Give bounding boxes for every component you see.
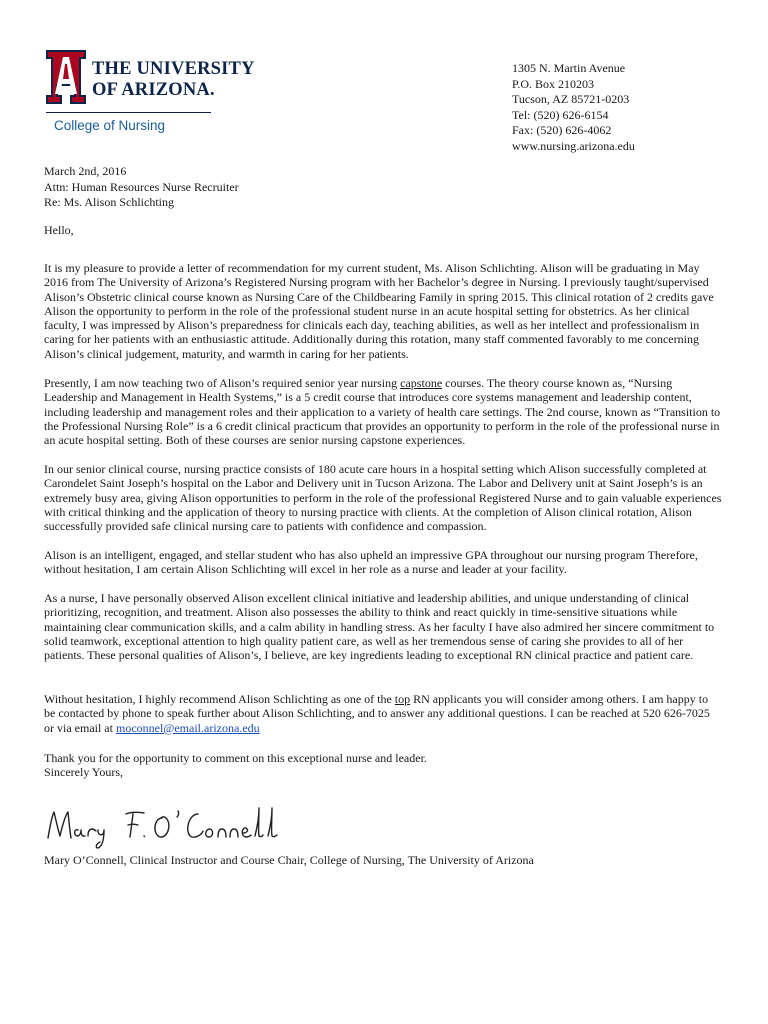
university-name-line2: OF ARIZONA. [92,80,215,100]
letter-meta [44,164,239,211]
sender-address [512,61,635,154]
paragraph-3: In our senior clinical course, nursing practice consists of 180 acute care hours in a hospital setting which Alison successfully completed at Carondelet Saint Joseph’s hospital on the Labor and Delivery unit in Tucson Arizona. The Labor and Delivery unit at Saint Joseph’s is an extremely busy area, giving Alison opportunities to perform in the role of the professional Registered Nurse and to gain valuable experiences with critical thinking and the application of theory to nursing practice with clients. At the completion of Alison clinical rotation, Alison successfully provided safe clinical nursing care to patients with confidence and compassion. [44,462,722,534]
paragraph-6-underlined: top [394,692,411,706]
university-logo [46,50,255,140]
letter-date: March 2nd, 2016 [44,164,127,178]
address-street: 1305 N. Martin Avenue [512,61,626,75]
email-link[interactable]: moconnel@email.arizona.edu [115,720,260,735]
handwritten-signature [40,800,310,850]
paragraph-4: Alison is an intelligent, engaged, and stellar student who has also upheld an impressive GPA throughout our nursing program Therefore, without hesitation, I am certain Alison Schlichting will excel in her role as a nurse and leader at your facility. [44,548,698,577]
greeting: Hello, [44,223,74,237]
college-name: College of Nursing [54,118,166,133]
closing: Sincerely Yours, [44,765,124,779]
paragraph-2-underlined: capstone [400,376,443,390]
paragraph-5: As a nurse, I have personally observed Alison excellent clinical initiative and leadership abilities, and unique understanding of clinical prioritizing, recognition, and treatment. Alison also possesses the ability to think and react quickly in time-sensitive situations while maintaining clear communication skills, and a calm ability in handling stress. As her faculty I have also admired her sincere commitment to solid teamwork, exceptional attention to high quality patient care, as well as her tremendous sense of caring she provides to all of her patients. These personal qualities of Alison’s, I believe, are key ingredients leading to exceptional RN clinical practice and patient care. [44,591,715,663]
address-web: www.nursing.arizona.edu [512,138,635,153]
letter-re: Re: Ms. Alison Schlichting [44,195,175,209]
paragraph-7: Thank you for the opportunity to comment on this exceptional nurse and leader. [44,751,427,765]
address-city: Tucson, AZ 85721-0203 [512,92,630,106]
paragraph-6-part-b: RN applicants you will consider among others. I am happy to be contacted by phone to speak further about Alison Schlichting, and to answer any additional questions. I can be reached at 520 626-7025 or via email at [44,692,710,735]
paragraph-6 [44,692,722,735]
university-name-line1: THE UNIVERSITY [92,59,255,79]
paragraph-1: It is my pleasure to provide a letter of recommendation for my current student, Ms. Alison Schlichting. Alison will be graduating in May 2016 from The University of Arizona’s Registered Nursing program with her Bachelor’s degree in Nursing. I previously taught/supervised Alison’s Obstetric clinical course known as Nursing Care of the Childbearing Family in spring 2015. This clinical rotation of 2 credits gave Alison the opportunity to perform in the role of the professional student nurse in an acute hospital setting for obstetrics. As her clinical faculty, I was impressed by Alison’s preparedness for clinicals each day, teaching abilities, as well as her intellect and professionalism in caring for her patients with an enthusiastic attitude. Additionally during this rotation, many staff commented favorably to me concerning Alison’s clinical judgement, maturity, and warmth in caring for her patients. [44,261,714,361]
letterhead-rule [46,112,211,113]
letter-attn: Attn: Human Resources Nurse Recruiter [44,179,239,194]
address-tel: Tel: (520) 626-6154 [512,107,609,122]
university-a-logo-icon [46,50,86,104]
paragraph-2-part-a: Presently, I am now teaching two of Alison’s required senior year nursing [44,376,401,390]
address-fax: Fax: (520) 626-4062 [512,123,612,137]
paragraph-2 [44,376,722,447]
paragraph-6-part-a: Without hesitation, I highly recommend Alison Schlichting as one of the [44,692,395,706]
signer-name: Mary O’Connell, Clinical Instructor and Course Chair, College of Nursing, The University of Arizona [44,853,534,867]
paragraph-2-part-b: courses. The theory course known as, “Nursing Leadership and Management in Health Systems,” is a 5 credit course that introduces core systems management and leadership content, including leadership and management roles and their application to a variety of health care settings. The 2nd course, known as “Transition to the Professional Nursing Role” is a 6 credit clinical practicum that provides an opportunity to perform in the role of the professional nurse in an acute hospital setting. Both of these courses are senior nursing capstone experiences. [44,376,721,448]
address-po-box: P.O. Box 210203 [512,76,595,91]
